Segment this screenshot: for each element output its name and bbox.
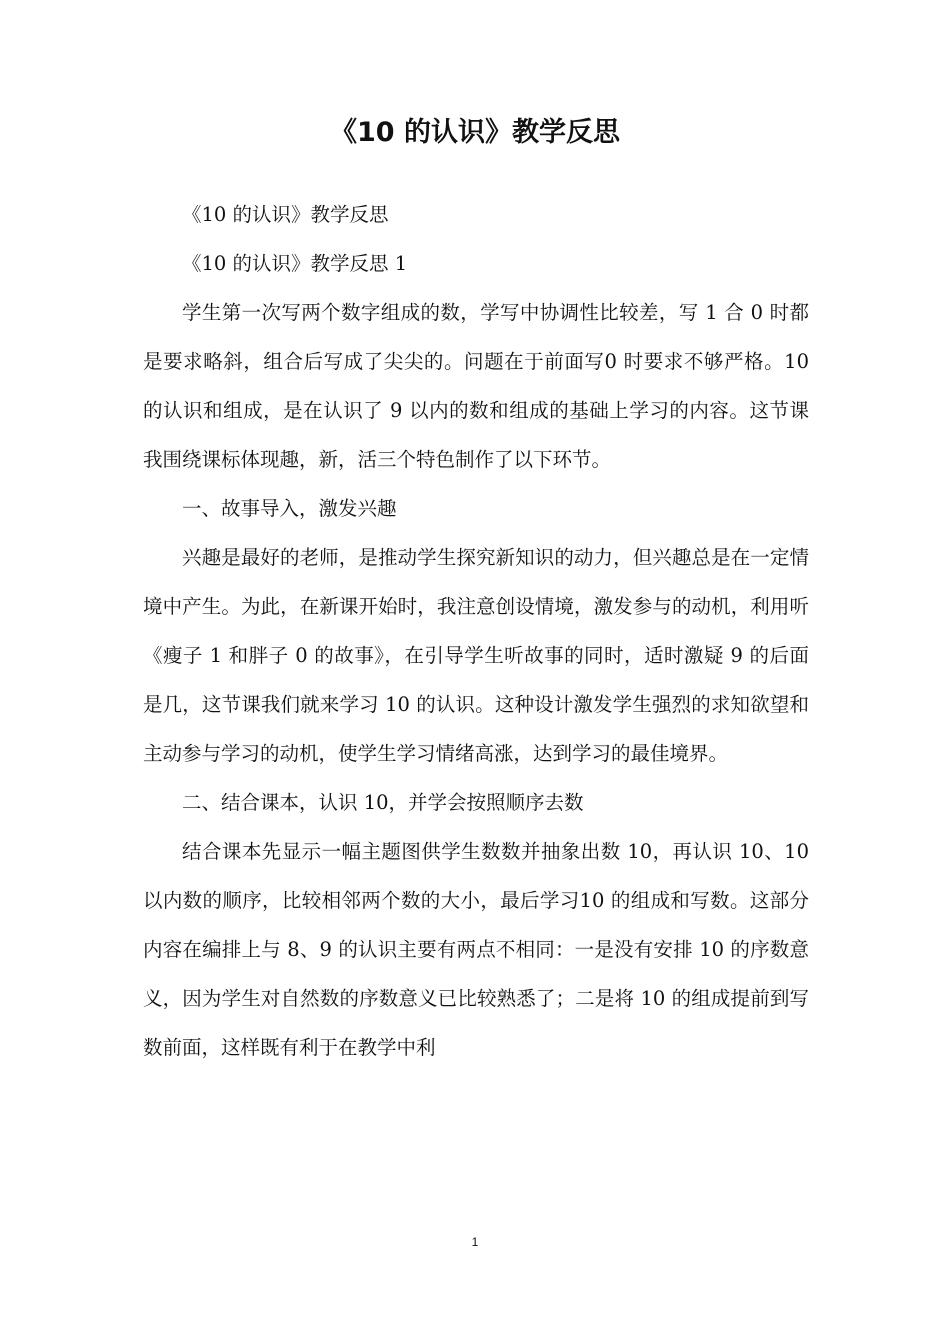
page-number: 1 — [471, 1235, 479, 1249]
paragraph: 《10 的认识》教学反思 1 — [182, 252, 408, 275]
paragraph: 结合课本先显示一幅主题图供学生数数并抽象出数 10，再认识 10、10 以内数的顺序，比较相邻两个数的大小，最后学习10 的组成和写数。这部分内容在编排上与 8、9 的认识主要有两点不相同：一是没有安排 10 的序数意义，因为学生对自然数的序数意义已比较熟悉了；二是将 10 的组成提前到写数前面，这样既有利于在教学中利 — [143, 840, 809, 1059]
paragraph: 《10 的认识》教学反思 — [182, 203, 389, 226]
document-body — [143, 190, 809, 1072]
document-title: 《10 的认识》教学反思 — [330, 117, 620, 148]
paragraph: 兴趣是最好的老师，是推动学生探究新知识的动力，但兴趣总是在一定情境中产生。为此，在新课开始时，我注意创设情境，激发参与的动机，利用听《瘦子 1 和胖子 0 的故事》，在引导学生听故事的同时，适时激疑 9 的后面是几，这节课我们就来学习 10 的认识。这种设计激发学生强烈的求知欲望和主动参与学习的动机，使学生学习情绪高涨，达到学习的最佳境界。 — [143, 546, 809, 765]
section-heading: 一、故事导入，激发兴趣 — [182, 497, 397, 520]
paragraph: 学生第一次写两个数字组成的数，学写中协调性比较差，写 1 合 0 时都是要求略斜，组合后写成了尖尖的。问题在于前面写0 时要求不够严格。10 的认识和组成，是在认识了 9 以内的数和组成的基础上学习的内容。这节课我围绕课标体现趣，新，活三个特色制作了以下环节。 — [143, 301, 809, 471]
section-heading: 二、结合课本，认识 10，并学会按照顺序去数 — [182, 791, 584, 814]
